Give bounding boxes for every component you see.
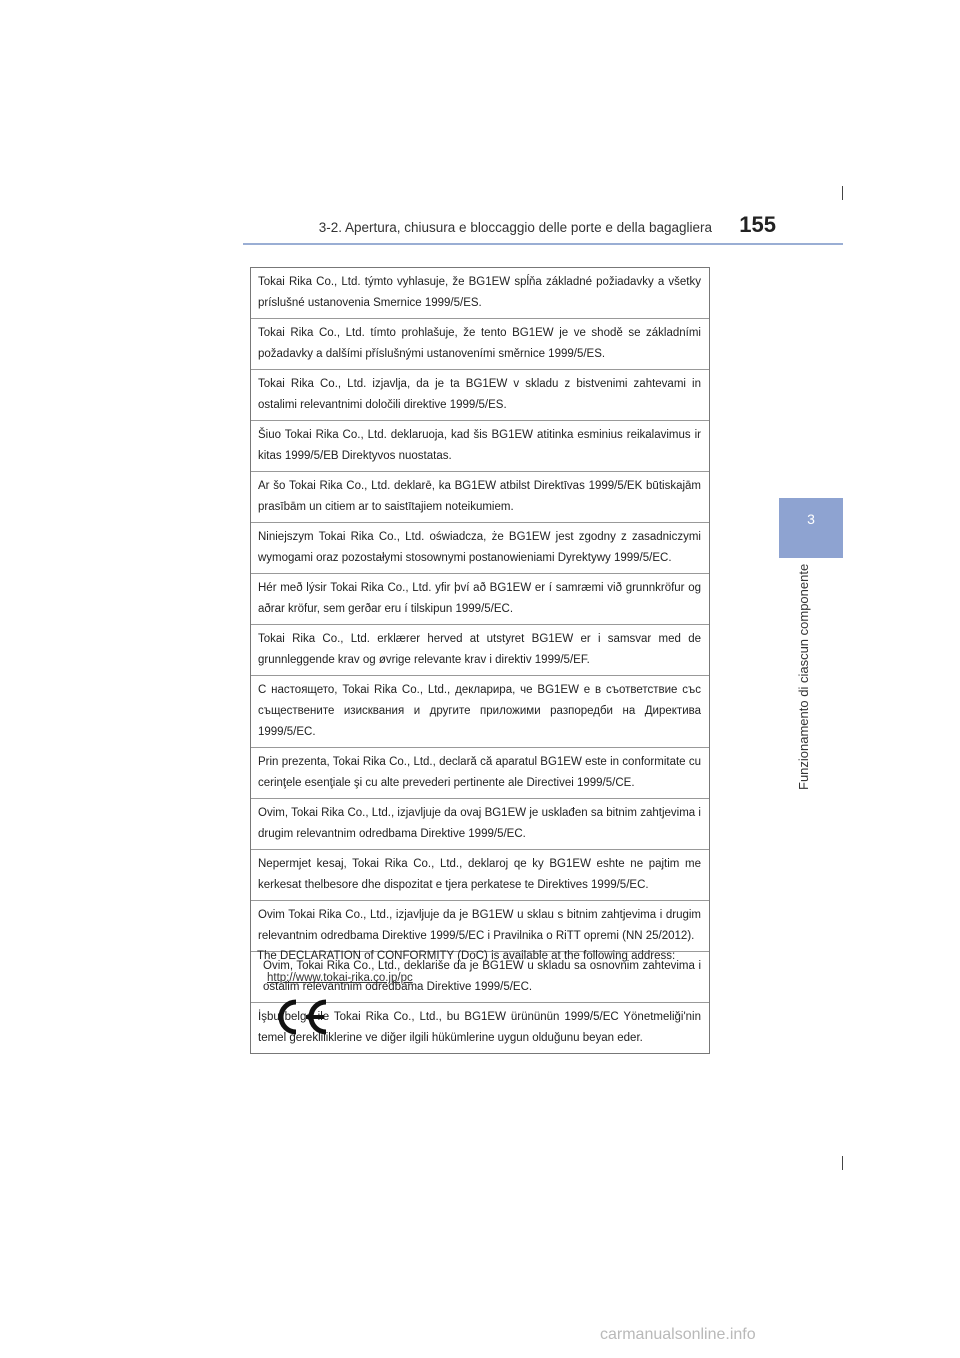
ce-mark-icon [270, 996, 332, 1038]
declaration-bulgarian: С настоящето, Tokai Rika Co., Ltd., декларира, че BG1EW е в съответствие със съществените изисквания и другите приложими разпоредби на Директива 1999/5/EC. [251, 676, 709, 748]
declaration-table [250, 267, 710, 1054]
chapter-title-vertical [796, 563, 960, 790]
declaration-romanian: Prin prezenta, Tokai Rika Co., Ltd., declară că aparatul BG1EW este in conformitate cu cerinţele esenţiale şi cu alte prevederi pertinente ale Directivei 1999/5/CE. [251, 748, 709, 799]
watermark: carmanualsonline.info [600, 1326, 756, 1343]
declaration-slovak: Tokai Rika Co., Ltd. týmto vyhlasuje, že BG1EW spĺňa základné požiadavky a všetky príslušné ustanovenia Smernice 1999/5/ES. [251, 268, 709, 319]
chapter-tab: 3 [779, 498, 843, 558]
declaration-czech: Tokai Rika Co., Ltd. tímto prohlašuje, že tento BG1EW je ve shodě se základními požadavky a dalšími příslušnými ustanoveními směrnice 1999/5/ES. [251, 319, 709, 370]
page-number: 155 [739, 212, 776, 237]
declaration-bosnian: Ovim, Tokai Rika Co., Ltd., izjavljuje da ovaj BG1EW je usklađen sa bitnim zahtjevima i drugim relevantnim odredbama Direktive 1999/5/EC. [251, 799, 709, 850]
header-rule [243, 243, 843, 245]
declaration-turkish: İşbu belge ile Tokai Rika Co., Ltd., bu BG1EW ürününün 1999/5/EC Yönetmeliği'nin temel gerekliliklerine ve diğer ilgili hükümlerine uygun olduğunu beyan eder. [258, 1011, 701, 1044]
crop-mark-bottom [842, 1156, 843, 1170]
crop-mark-top [842, 186, 843, 200]
declaration-icelandic: Hér með lýsir Tokai Rika Co., Ltd. yfir því að BG1EW er í samræmi við grunnkröfur og aðrar kröfur, sem gerðar eru í tilskipun 1999/5/EC. [251, 574, 709, 625]
doc-url-link[interactable]: http://www.tokai-rika.co.jp/pc [267, 972, 413, 984]
declaration-slovenian: Tokai Rika Co., Ltd. izjavlja, da je ta BG1EW v skladu z bistvenimi zahtevami in ostalimi relevantnimi določili direktive 1999/5/ES. [251, 370, 709, 421]
declaration-albanian: Nepermjet kesaj, Tokai Rika Co., Ltd., deklaroj qe ky BG1EW eshte ne pajtim me kerkesat thelbesore dhe dispozitat e tjera perkatese te Direktives 1999/5/EC. [251, 850, 709, 901]
declaration-croatian: Ovim Tokai Rika Co., Ltd., izjavljuje da je BG1EW u sklau s bitnim zahtjevima i drugim relevantnim odredbama Direktive 1999/5/EC i Pravilnika o RiTT opremi (NN 25/2012). [251, 901, 709, 952]
declaration-serbian: Ovim, Tokai Rika Co., Ltd., deklariše da je BG1EW u skladu sa osnovnim zahtevima i ostalim relevantnim odredbama Direktive 1999/5/EC. [251, 952, 709, 1003]
chapter-title: Funzionamento di ciascun componente [796, 563, 811, 790]
declaration-polish: Niniejszym Tokai Rika Co., Ltd. oświadcza, że BG1EW jest zgodny z zasadniczymi wymogami oraz pozostałymi stosownymi postanowieniami Dyrektywy 1999/5/EC. [251, 523, 709, 574]
declaration-norwegian: Tokai Rika Co., Ltd. erklærer herved at utstyret BG1EW er i samsvar med de grunnleggende krav og øvrige relevante krav i direktiv 1999/5/EF. [251, 625, 709, 676]
doc-note: The DECLARATION of CONFORMITY (DoC) is available at the following address: [257, 950, 676, 962]
declaration-lithuanian: Šiuo Tokai Rika Co., Ltd. deklaruoja, kad šis BG1EW atitinka esminius reikalavimus ir kitas 1999/5/EB Direktyvos nuostatas. [251, 421, 709, 472]
declaration-latvian: Ar šo Tokai Rika Co., Ltd. deklarē, ka BG1EW atbilst Direktīvas 1999/5/EK būtiskajām prasībām un citiem ar to saistītajiem noteikumiem. [251, 472, 709, 523]
section-title: 3-2. Apertura, chiusura e bloccaggio delle porte e della bagagliera [318, 220, 712, 235]
